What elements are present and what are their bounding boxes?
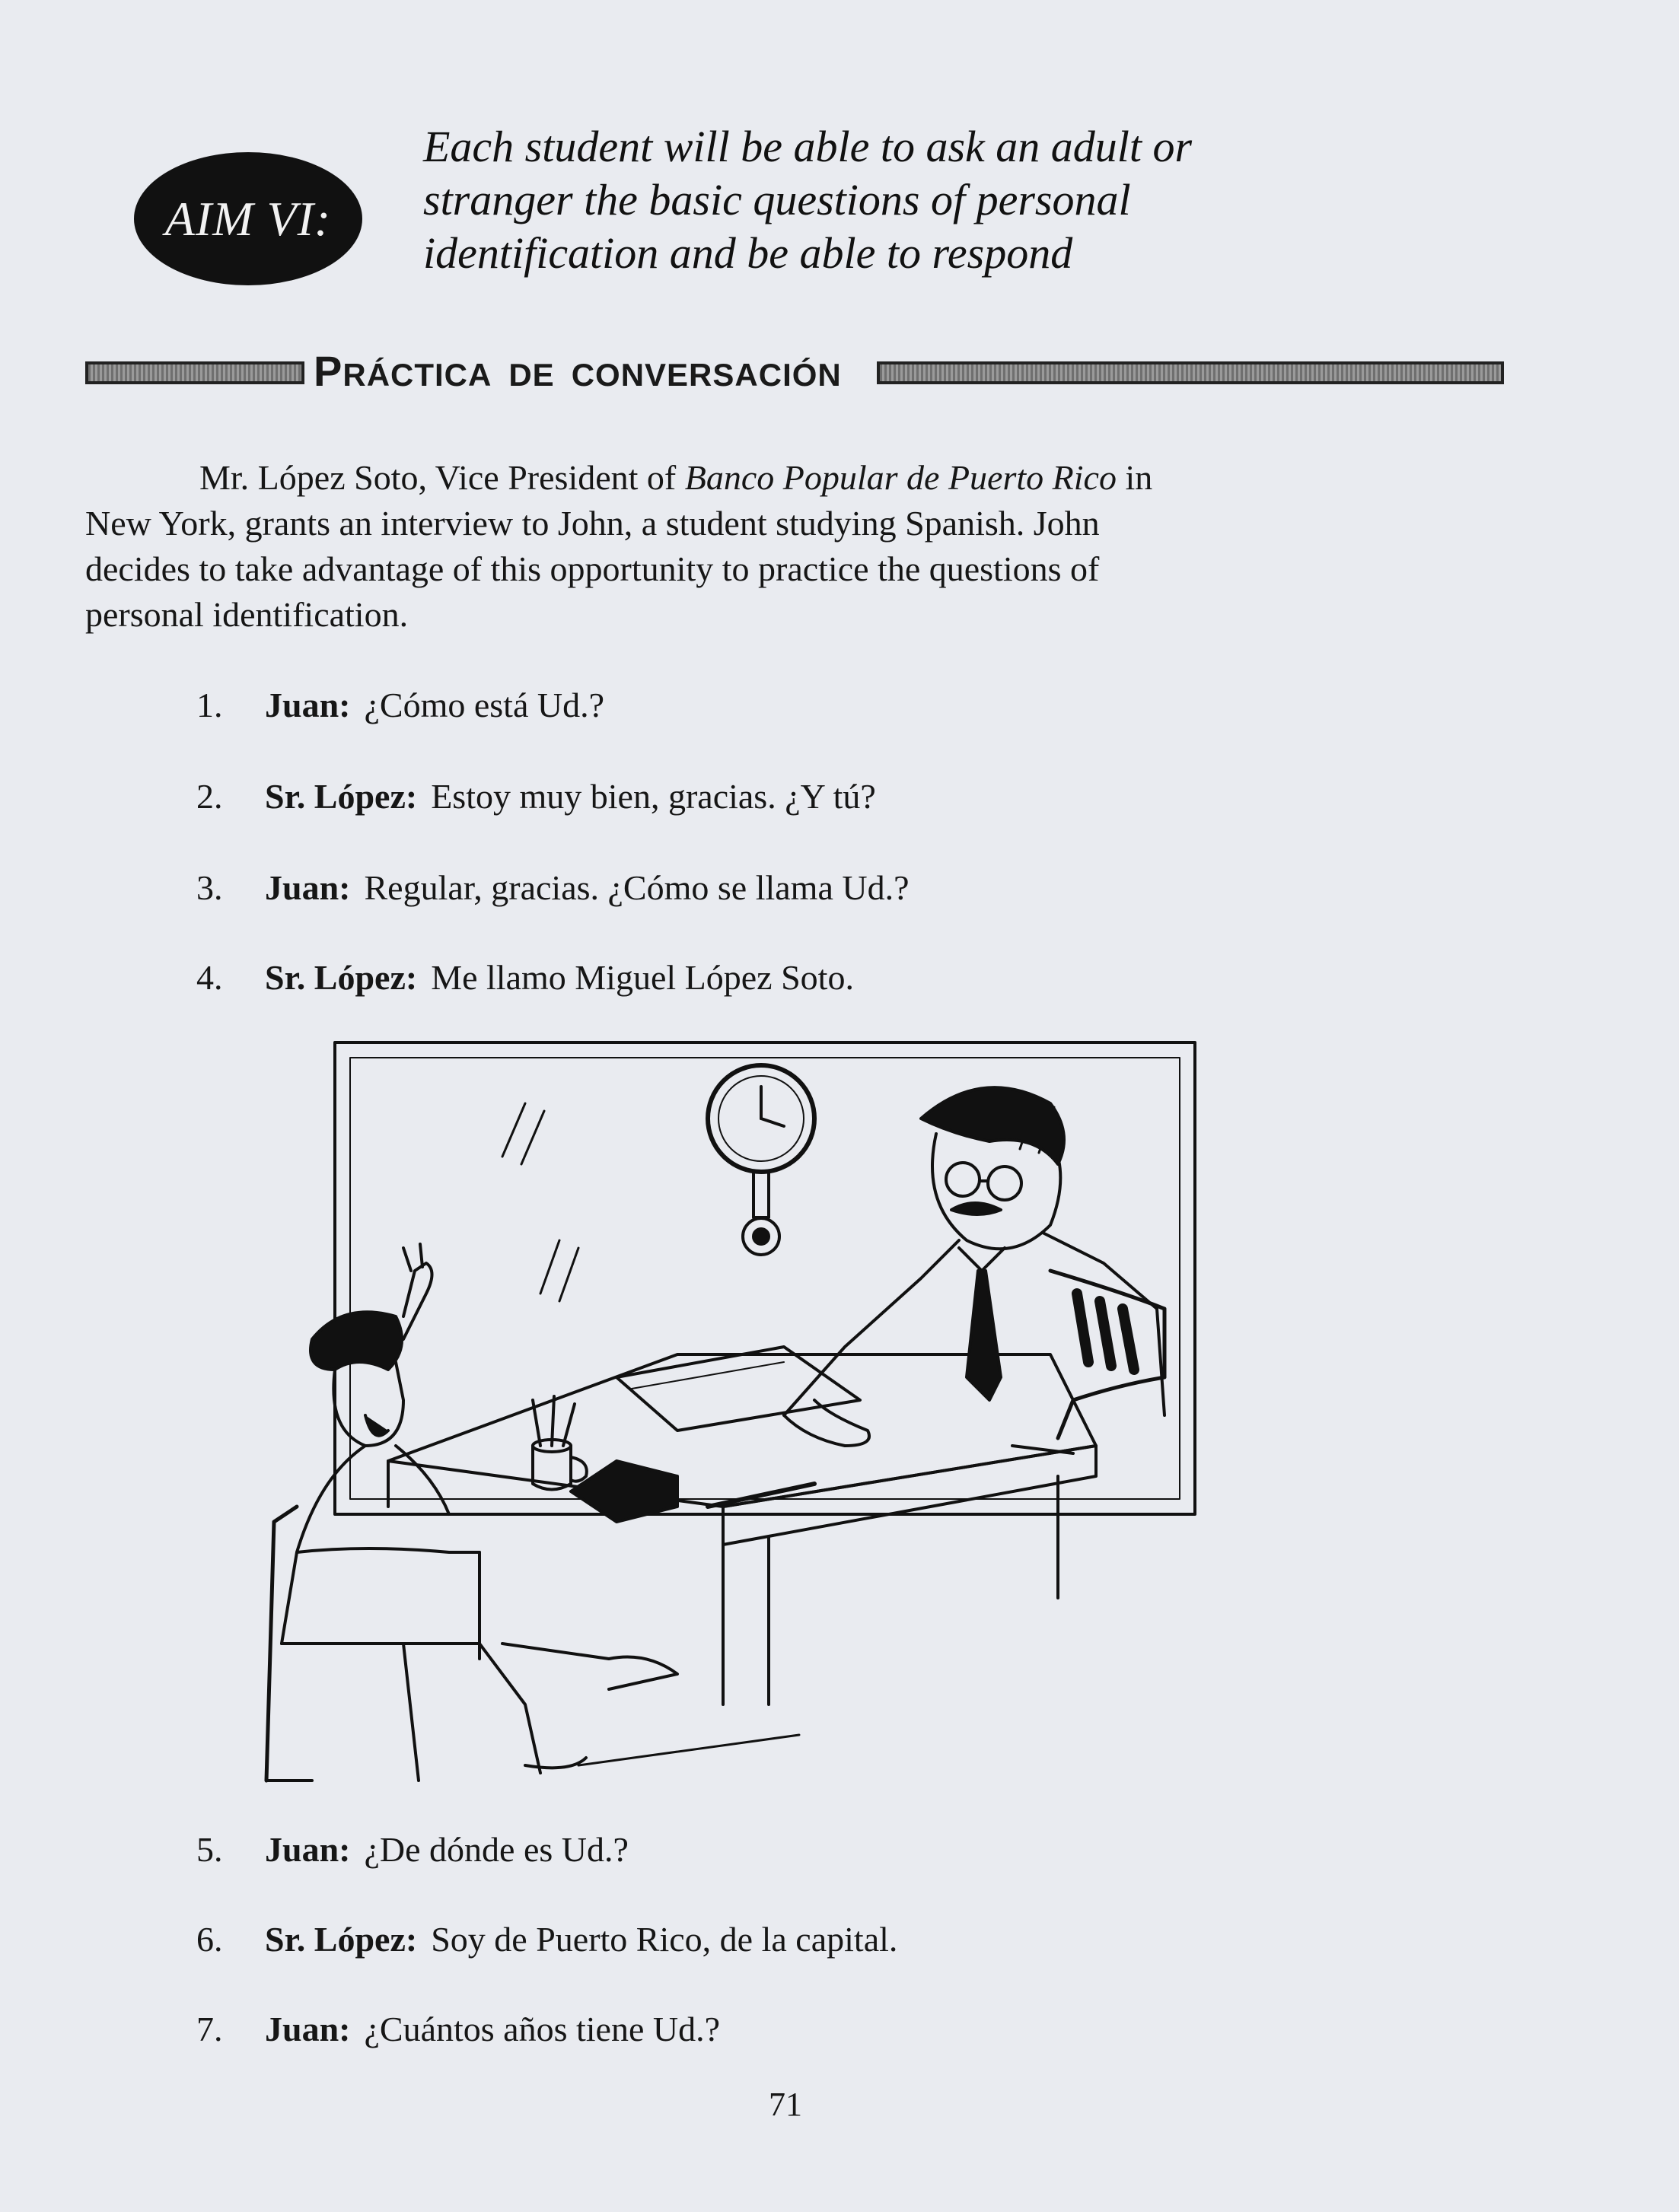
pen-holder-icon bbox=[533, 1396, 587, 1490]
intro-paragraph: Mr. López Soto, Vice President of Banco Popular de Puerto Rico in New York, grants an interview to John, a student studying Spanish. John decides to take advantage of this opportunity to practice the questions of personal identification. bbox=[85, 458, 1153, 634]
dialogue-line: 3. Juan: Regular, gracias. ¿Cómo se llama Ud.? bbox=[196, 868, 910, 907]
window-frame bbox=[335, 1042, 1195, 1514]
dialogue-line: 7. Juan: ¿Cuántos años tiene Ud.? bbox=[196, 2010, 721, 2048]
page-number: 71 bbox=[769, 2086, 802, 2123]
clock-icon bbox=[708, 1065, 814, 1255]
aim-line-3: identification and be able to respond bbox=[423, 228, 1073, 278]
section-header bbox=[85, 346, 1507, 399]
section-title: PRÁCTICA DE CONVERSACIÓN bbox=[314, 347, 842, 395]
aim-label: AIM VI: bbox=[164, 191, 332, 246]
bank-name: Banco Popular de Puerto Rico bbox=[684, 458, 1117, 497]
aim-line-2: stranger the basic questions of personal bbox=[423, 175, 1131, 224]
interview-illustration bbox=[251, 1020, 1225, 1811]
aim-statement bbox=[423, 120, 1641, 280]
aim-line-1: Each student will be able to ask an adult or bbox=[423, 122, 1193, 171]
dialogue-line: 5. Juan: ¿De dónde es Ud.? bbox=[196, 1830, 629, 1869]
dialogue-line: 6. Sr. López: Soy de Puerto Rico, de la capital. bbox=[196, 1920, 898, 1959]
section-rule-left bbox=[85, 361, 304, 384]
aim-badge bbox=[134, 152, 362, 285]
dialogue-line: 1. Juan: ¿Cómo está Ud.? bbox=[196, 686, 605, 724]
dialogue-line: 2. Sr. López: Estoy muy bien, gracias. ¿Y tú? bbox=[196, 777, 876, 816]
dialogue-line: 4. Sr. López: Me llamo Miguel López Soto. bbox=[196, 958, 854, 997]
section-rule-right bbox=[877, 361, 1504, 384]
